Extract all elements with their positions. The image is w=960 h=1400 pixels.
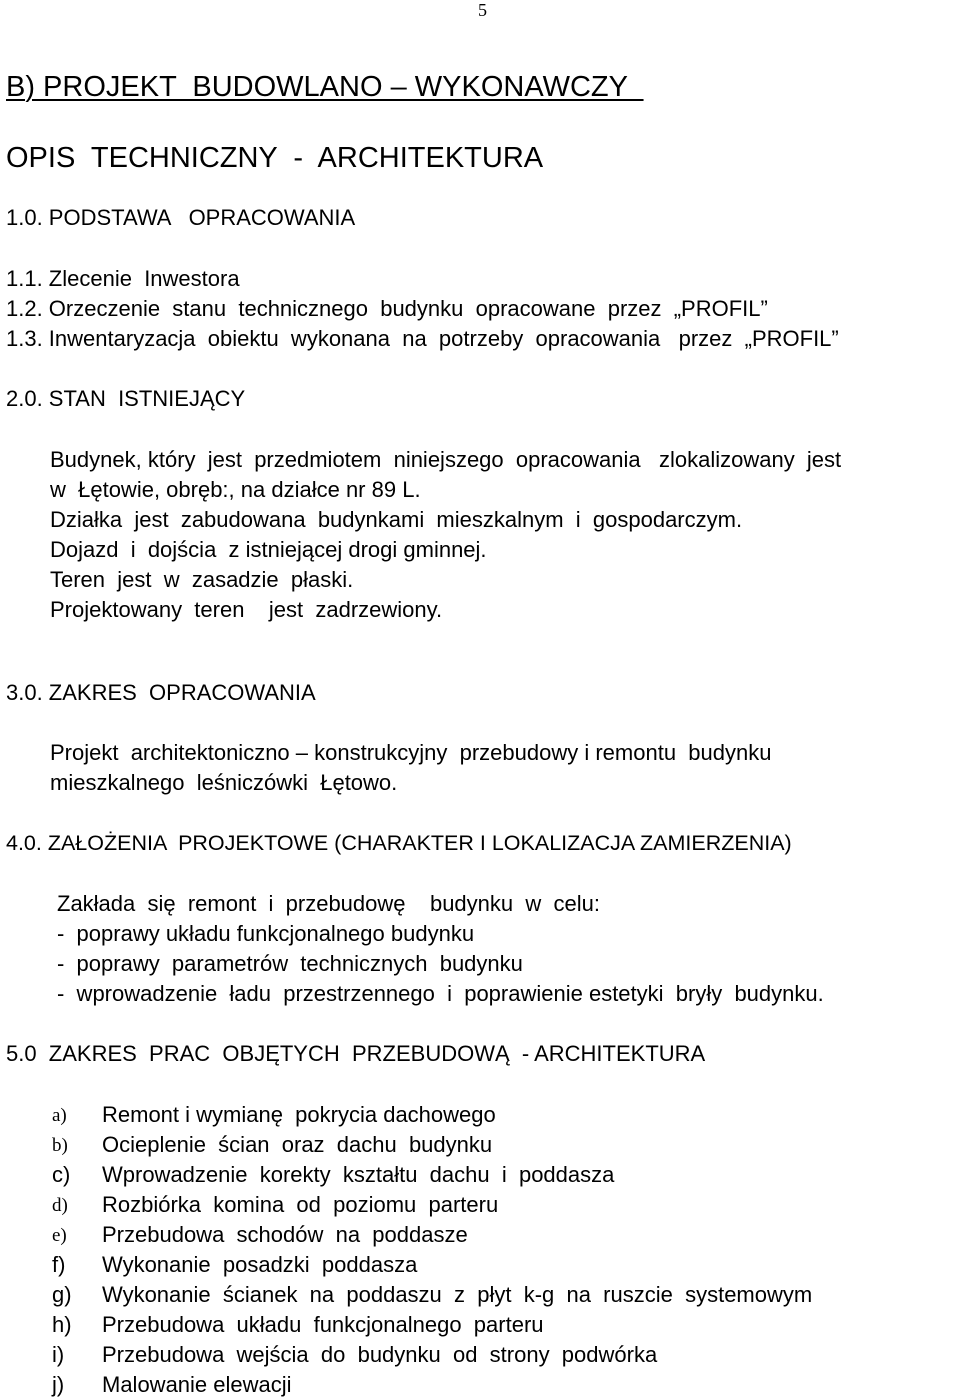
- section-1-item: 1.3. Inwentaryzacja obiektu wykonana na potrzeby opracowania przez „PROFIL”: [6, 326, 839, 351]
- section-2-line: Działka jest zabudowana budynkami mieszkalnym i gospodarczym.: [50, 507, 743, 532]
- list-item-letter: f): [52, 1252, 66, 1277]
- list-item-letter: b): [52, 1135, 68, 1156]
- list-item-text: Wprowadzenie korekty kształtu dachu i poddasza: [102, 1162, 615, 1187]
- section-3-line: Projekt architektoniczno – konstrukcyjny przebudowy i remontu budynku: [50, 740, 772, 765]
- list-item-text: Ocieplenie ścian oraz dachu budynku: [102, 1132, 493, 1157]
- list-item-letter: e): [52, 1225, 67, 1246]
- section-4-line: - poprawy układu funkcjonalnego budynku: [57, 921, 475, 946]
- section-1-heading: 1.0. PODSTAWA OPRACOWANIA: [6, 205, 356, 230]
- section-1-item: 1.1. Zlecenie Inwestora: [6, 266, 240, 291]
- list-item-text: Wykonanie ścianek na poddaszu z płyt k-g na ruszcie systemowym: [102, 1282, 813, 1307]
- list-item-text: Wykonanie posadzki poddasza: [102, 1252, 418, 1277]
- section-3-heading: 3.0. ZAKRES OPRACOWANIA: [6, 680, 316, 705]
- list-item-letter: h): [52, 1312, 72, 1337]
- list-item-letter: i): [52, 1342, 65, 1367]
- list-item-letter: a): [52, 1105, 67, 1126]
- section-2-line: Budynek, który jest przedmiotem niniejszego opracowania zlokalizowany jest: [50, 447, 842, 472]
- list-item-text: Remont i wymianę pokrycia dachowego: [102, 1102, 496, 1127]
- list-item-text: Przebudowa schodów na poddasze: [102, 1222, 468, 1247]
- section-4-line: Zakłada się remont i przebudowę budynku w celu:: [57, 891, 600, 916]
- section-1-item: 1.2. Orzeczenie stanu technicznego budynku opracowane przez „PROFIL”: [6, 296, 768, 321]
- list-item-text: Rozbiórka komina od poziomu parteru: [102, 1192, 499, 1217]
- section-2-heading: 2.0. STAN ISTNIEJĄCY: [6, 386, 246, 411]
- section-5-heading: 5.0 ZAKRES PRAC OBJĘTYCH PRZEBUDOWĄ - ARCHITEKTURA: [6, 1041, 706, 1066]
- list-item-letter: g): [52, 1282, 72, 1307]
- list-item-letter: j): [52, 1372, 65, 1397]
- list-item-letter: c): [52, 1162, 71, 1187]
- list-item-text: Malowanie elewacji: [102, 1372, 292, 1397]
- list-item-text: Przebudowa wejścia do budynku od strony podwórka: [102, 1342, 658, 1367]
- section-4-line: - wprowadzenie ładu przestrzennego i poprawienie estetyki bryły budynku.: [57, 981, 824, 1006]
- list-item-letter: d): [52, 1195, 68, 1216]
- document-subtitle: OPIS TECHNICZNY - ARCHITEKTURA: [6, 142, 544, 174]
- page-number: 5: [478, 0, 487, 20]
- document-title: B) PROJEKT BUDOWLANO – WYKONAWCZY: [6, 71, 644, 103]
- section-2-line: w Łętowie, obręb:, na działce nr 89 L.: [50, 477, 421, 502]
- list-item-text: Przebudowa układu funkcjonalnego parteru: [102, 1312, 544, 1337]
- section-4-heading: 4.0. ZAŁOŻENIA PROJEKTOWE (CHARAKTER I LOKALIZACJA ZAMIERZENIA): [6, 831, 792, 855]
- section-2-line: Dojazd i dojścia z istniejącej drogi gminnej.: [50, 537, 487, 562]
- section-2-line: Projektowany teren jest zadrzewiony.: [50, 597, 443, 622]
- section-2-line: Teren jest w zasadzie płaski.: [50, 567, 354, 592]
- section-4-line: - poprawy parametrów technicznych budynku: [57, 951, 523, 976]
- section-3-line: mieszkalnego leśniczówki Łętowo.: [50, 770, 398, 795]
